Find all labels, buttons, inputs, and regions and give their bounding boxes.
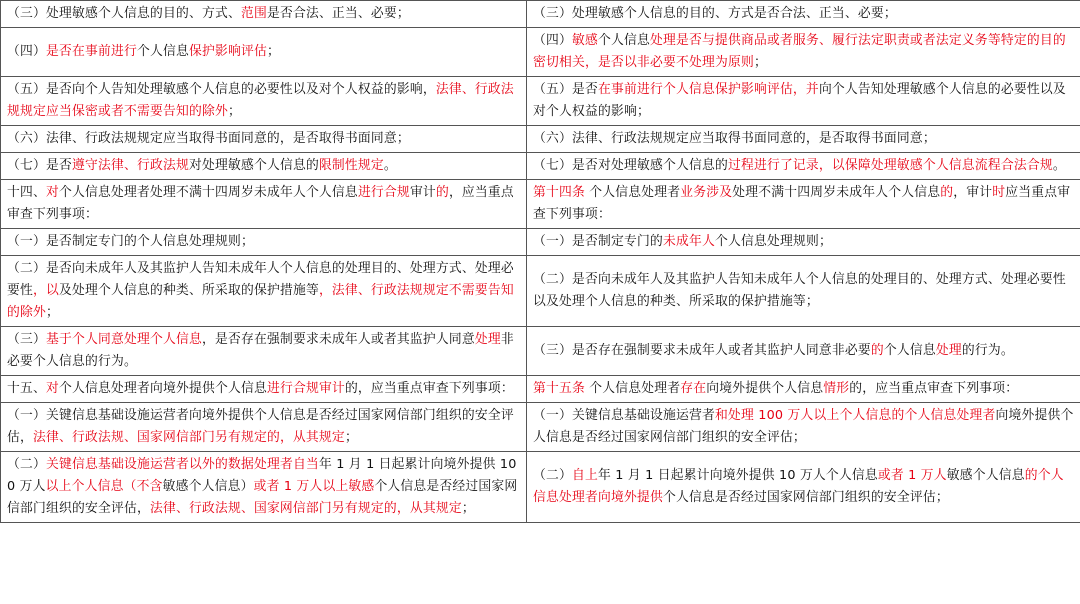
text-run: 个人信息处理者 <box>585 185 681 200</box>
highlighted-text: 的 <box>435 185 449 200</box>
highlighted-text: 在事前进行个人信息保护影响评估，并 <box>597 82 819 97</box>
text-run: 个人信息处理者向境外提供个人信息 <box>59 381 267 396</box>
table-row <box>1 126 1080 153</box>
text-run: 的，应当重点审查下列事项： <box>849 381 1019 396</box>
text-run: 。 <box>1052 158 1066 173</box>
new-text-cell <box>527 256 1080 327</box>
text-run: 处理不满十四周岁未成年人个人信息 <box>732 185 941 200</box>
text-run: （一）关键信息基础设施运营者向境外提供个人信息是否经过国家网信部门组织的安全评估， <box>7 408 514 445</box>
text-run: （一）是否制定专门的 <box>533 234 663 249</box>
text-run: （三）处理敏感个人信息的目的、方式是否合法、正当、必要； <box>533 6 897 21</box>
text-run: 年 1 月 1 日起累计向境外提供 10 万人个人信息 <box>598 468 878 483</box>
highlighted-text: 情形 <box>823 381 850 396</box>
table-row <box>1 403 1080 452</box>
table-row <box>1 153 1080 180</box>
text-run: （六）法律、行政法规规定应当取得书面同意的，是否取得书面同意； <box>533 131 936 146</box>
highlighted-text: 存在 <box>680 381 707 396</box>
text-run: （三）是否存在强制要求未成年人或者其监护人同意非必要 <box>533 343 871 358</box>
text-run: （三）处理敏感个人信息的目的、方式、 <box>7 6 241 21</box>
highlighted-text: 法律、行政法规规定应当保密或者不需要告知的除外 <box>7 82 514 119</box>
text-run: ； <box>266 44 280 59</box>
highlighted-text: 以上个人信息（不含 <box>45 479 163 494</box>
text-run: 个人信息 <box>136 44 189 59</box>
text-run: 个人信息是否经过国家网信部门组织的安全评估； <box>662 490 949 505</box>
text-run: 敏感个人信息） <box>162 479 254 494</box>
highlighted-text: 处理 <box>474 332 501 347</box>
highlighted-text: 处理是否与提供商品或者服务、履行法定职责或者法定义务等特定的目的密切相关，是否以非必要不处理为原则 <box>533 33 1066 70</box>
highlighted-text: 未成年人 <box>662 234 715 249</box>
highlighted-text: 或者 1 万人 <box>877 468 947 483</box>
text-run: ，是否存在强制要求未成年人或者其监护人同意 <box>201 332 475 347</box>
text-run: （二） <box>7 457 46 472</box>
text-run: 个人信息是否经过国家网信部门组织的安全评估， <box>7 479 518 516</box>
text-run: ； <box>46 305 59 320</box>
old-text-cell <box>1 1 527 28</box>
old-text-cell <box>1 126 527 153</box>
text-run: 非必要个人信息的行为。 <box>7 332 514 369</box>
text-run: 是否合法、正当、必要； <box>266 6 410 21</box>
text-run: 向境外提供个人信息是否经过国家网信部门组织的安全评估； <box>533 408 1074 445</box>
text-run: ； <box>227 104 241 119</box>
text-run: （七）是否 <box>7 158 72 173</box>
highlighted-text: 第十四条 <box>533 185 585 200</box>
new-text-cell <box>527 376 1080 403</box>
text-run: 审计 <box>409 185 436 200</box>
highlighted-text: 处理 <box>935 343 962 358</box>
highlighted-text: 进行合规审计 <box>266 381 345 396</box>
highlighted-text: 过程进行了记录，以保障处理敏感个人信息流程合法合规 <box>727 158 1053 173</box>
text-run: ； <box>753 55 767 70</box>
new-text-cell <box>527 77 1080 126</box>
text-run: （二） <box>533 468 572 483</box>
highlighted-text: ，法律、行政法规规定不需要告知的除外 <box>7 283 514 320</box>
text-run: ，审计 <box>953 185 993 200</box>
old-text-cell <box>1 327 527 376</box>
old-text-cell <box>1 229 527 256</box>
text-run: 对处理敏感个人信息的 <box>188 158 319 173</box>
highlighted-text: 对 <box>46 381 59 396</box>
text-run: （七）是否对处理敏感个人信息的 <box>533 158 728 173</box>
new-text-cell <box>527 1 1080 28</box>
text-run: 。 <box>383 158 397 173</box>
highlighted-text: 的个人信息处理者向境外提供 <box>533 468 1064 505</box>
new-text-cell <box>527 126 1080 153</box>
table-row <box>1 28 1080 77</box>
old-text-cell <box>1 180 527 229</box>
text-run: 及处理个人信息的种类、所采取的保护措施等 <box>59 283 319 298</box>
text-run: （一）关键信息基础设施运营者 <box>533 408 715 423</box>
text-run: 个人信息处理规则； <box>714 234 832 249</box>
highlighted-text: 法律、行政法规、国家网信部门另有规定的，从其规定 <box>149 501 462 516</box>
text-run: 年 1 月 1 日起累计向境外提供 100 万人 <box>7 457 517 494</box>
text-run: 的，应当重点审查下列事项： <box>344 381 514 396</box>
text-run: ； <box>461 501 475 516</box>
highlighted-text: 自上 <box>572 468 598 483</box>
highlighted-text: 的 <box>870 343 884 358</box>
text-run: 个人信息处理者 <box>585 381 681 396</box>
text-run: （六）法律、行政法规规定应当取得书面同意的，是否取得书面同意； <box>7 131 410 146</box>
highlighted-text: ，以 <box>33 283 59 298</box>
text-run: 个人信息 <box>598 33 650 48</box>
new-text-cell <box>527 153 1080 180</box>
highlighted-text: 法律、行政法规、国家网信部门另有规定的，从其规定 <box>33 430 345 445</box>
highlighted-text: 的 <box>940 185 954 200</box>
table-row <box>1 77 1080 126</box>
highlighted-text: 范围 <box>240 6 267 21</box>
table-row <box>1 180 1080 229</box>
text-run: 十四、 <box>7 185 46 200</box>
text-run: 向个人告知处理敏感个人信息的必要性以及对个人权益的影响； <box>533 82 1066 119</box>
text-run: （五）是否 <box>533 82 598 97</box>
table-row <box>1 229 1080 256</box>
text-run: 敏感个人信息 <box>946 468 1025 483</box>
old-text-cell <box>1 153 527 180</box>
text-run: 个人信息处理者处理不满十四周岁未成年人个人信息 <box>59 185 358 200</box>
highlighted-text: 敏感 <box>572 33 598 48</box>
highlighted-text: 时 <box>992 185 1006 200</box>
table-row <box>1 376 1080 403</box>
text-run: 十五、 <box>7 381 46 396</box>
new-text-cell <box>527 180 1080 229</box>
table-row <box>1 1 1080 28</box>
highlighted-text: 进行合规 <box>357 185 410 200</box>
old-text-cell <box>1 403 527 452</box>
highlighted-text: 是否在事前进行 <box>46 44 137 59</box>
new-text-cell <box>527 452 1080 523</box>
highlighted-text: 限制性规定 <box>318 158 384 173</box>
highlighted-text: 业务涉及 <box>680 185 733 200</box>
text-run: 的行为。 <box>961 343 1014 358</box>
text-run: （二）是否向未成年人及其监护人告知未成年人个人信息的处理目的、处理方式、处理必要性 <box>7 261 514 298</box>
text-run: 应当重点审查下列事项： <box>533 185 1071 222</box>
highlighted-text: 遵守法律、行政法规 <box>71 158 189 173</box>
old-text-cell <box>1 28 527 77</box>
table-row <box>1 327 1080 376</box>
text-run: （四） <box>533 33 572 48</box>
old-text-cell <box>1 376 527 403</box>
highlighted-text: 和处理 100 万人以上个人信息的个人信息处理者 <box>714 408 996 423</box>
new-text-cell <box>527 28 1080 77</box>
highlighted-text: 基于个人同意处理个人信息 <box>46 332 202 347</box>
table-row <box>1 452 1080 523</box>
table-row <box>1 256 1080 327</box>
new-text-cell <box>527 403 1080 452</box>
old-text-cell <box>1 77 527 126</box>
text-run: （二）是否向未成年人及其监护人告知未成年人个人信息的处理目的、处理方式、处理必要性以及处理个人信息的种类、所采取的保护措施等； <box>533 272 1066 309</box>
text-run: （四） <box>7 44 46 59</box>
text-run: （一）是否制定专门的个人信息处理规则； <box>7 234 254 249</box>
old-text-cell <box>1 452 527 523</box>
highlighted-text: 关键信息基础设施运营者以外的数据处理者自当 <box>46 457 319 472</box>
highlighted-text: 保护影响评估 <box>188 44 267 59</box>
highlighted-text: 对 <box>46 185 59 200</box>
new-text-cell <box>527 229 1080 256</box>
text-run: ； <box>344 430 358 445</box>
highlighted-text: 或者 1 万人以上敏感 <box>253 479 375 494</box>
text-run: 向境外提供个人信息 <box>706 381 824 396</box>
new-text-cell <box>527 327 1080 376</box>
text-run: （三） <box>7 332 46 347</box>
highlighted-text: 第十五条 <box>533 381 585 396</box>
old-text-cell <box>1 256 527 327</box>
text-run: （五）是否向个人告知处理敏感个人信息的必要性以及对个人权益的影响， <box>7 82 436 97</box>
text-run: ，应当重点审查下列事项： <box>7 185 514 222</box>
text-run: 个人信息 <box>883 343 936 358</box>
